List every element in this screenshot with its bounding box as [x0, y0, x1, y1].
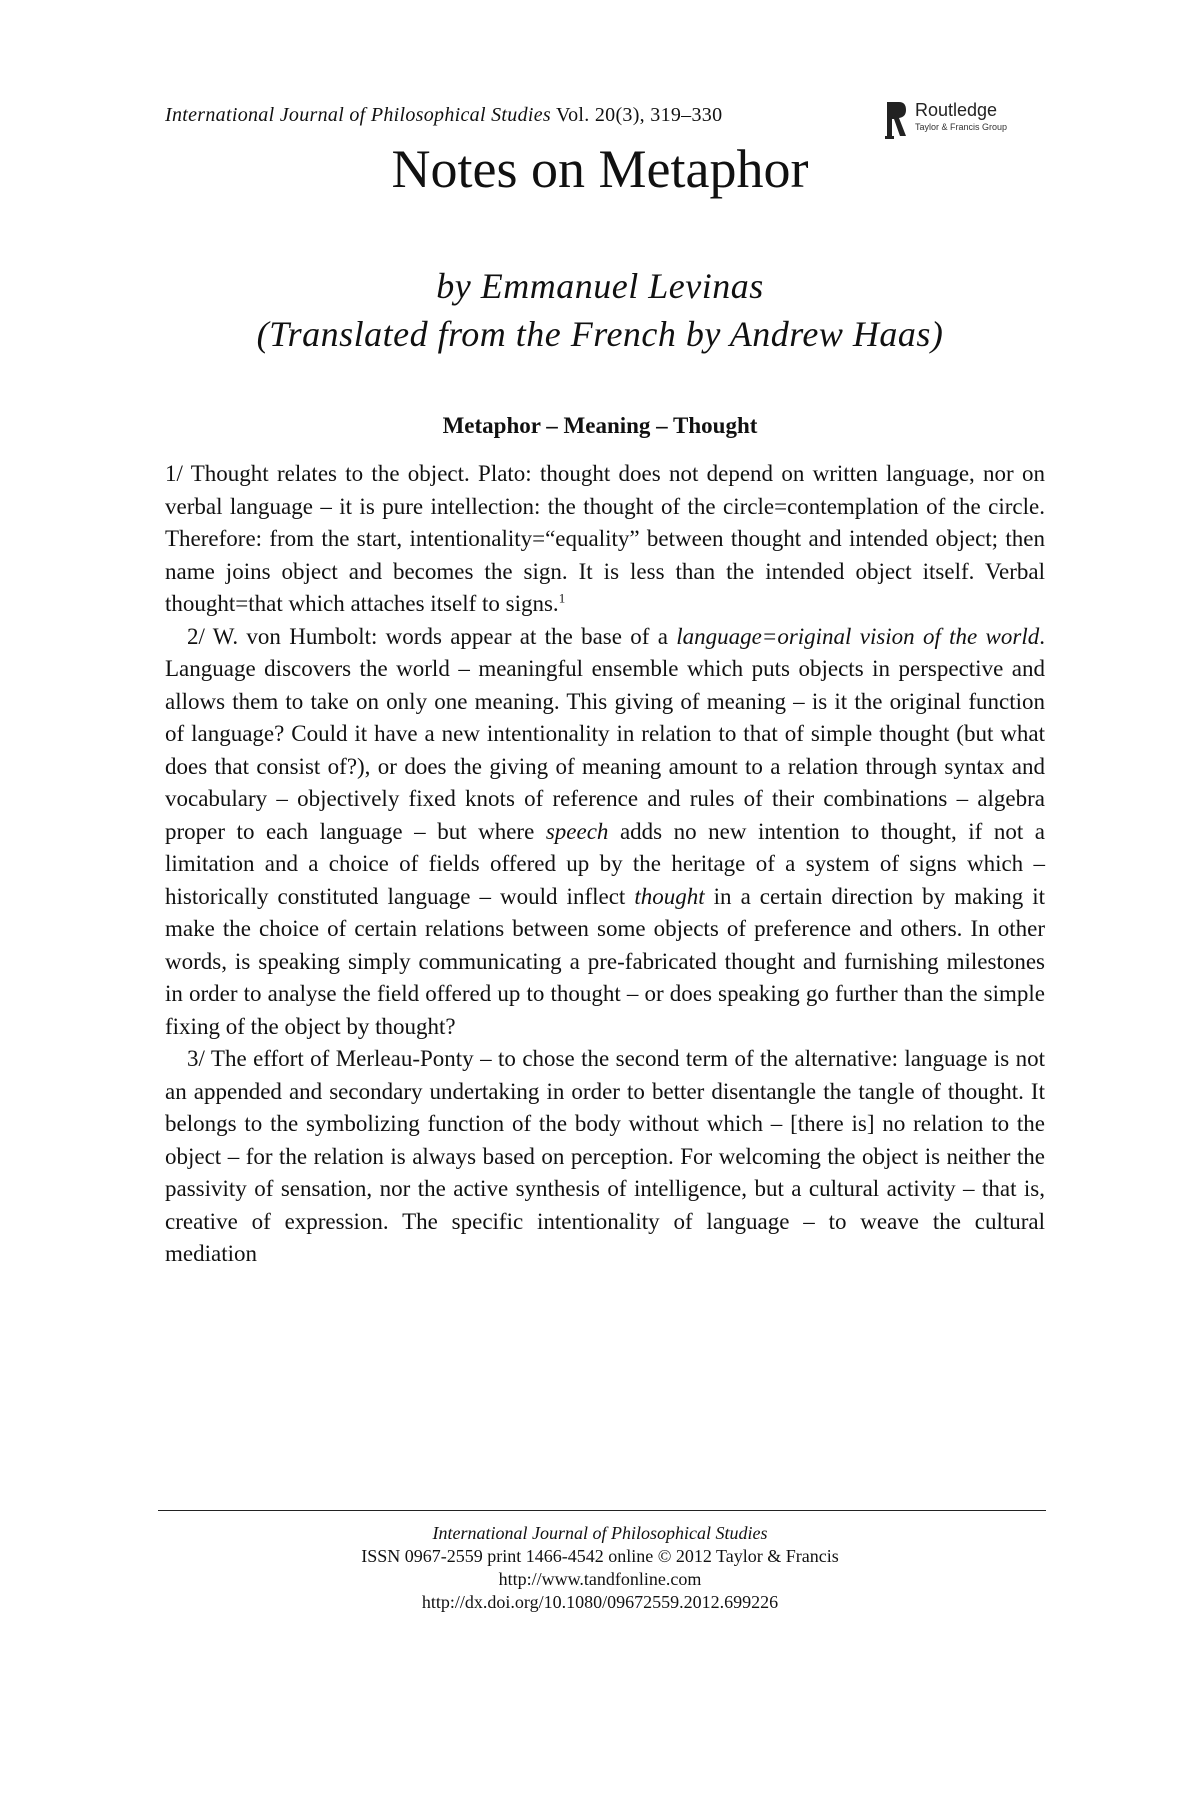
journal-title: International Journal of Philosophical Studies	[165, 104, 551, 126]
footer-divider	[158, 1510, 1046, 1511]
article-title: Notes on Metaphor	[391, 139, 809, 199]
article-body	[165, 458, 1045, 1271]
volume-info: Vol. 20(3), 319–330	[551, 104, 723, 126]
footer-website-link[interactable]: http://www.tandfonline.com	[498, 1569, 702, 1589]
paragraph-2-part-4: in a certain direction by making it make the choice of certain relations between some objects of preference and others. In other words, is speaking simply communicating a pre-fabricated thought and furnishing milestones in order to analyse the field offered up to thought – or does speaking go further than the simple fixing of the object by thought?	[165, 883, 1045, 1039]
paragraph-1	[165, 458, 1045, 621]
routledge-r-icon	[885, 100, 909, 140]
byline	[0, 262, 1200, 358]
translator-line: (Translated from the French by Andrew Haas)	[256, 314, 944, 354]
paragraph-1-text: 1/ Thought relates to the object. Plato: thought does not depend on written language, nor on verbal language – it is pure intellection: the thought of the circle=contemplation of the circle. Therefore: from the start, intentionality=“equality” between thought and intended object; then name joins object and becomes the sign. It is less than the intended object itself. Verbal thought=that which attaches itself to signs.	[165, 461, 1045, 616]
footnote-marker[interactable]: 1	[558, 590, 566, 606]
paragraph-2-part-1: 2/ W. von Humbolt: words appear at the base of a	[187, 623, 677, 649]
paragraph-2-emphasis-3: thought	[634, 883, 705, 909]
paragraph-2-part-3: adds no new intention to thought, if not a limitation and a choice of fields offered up by the heritage of a system of signs which – historically constituted language – would inflect	[165, 818, 1045, 909]
footer-issn: ISSN 0967-2559 print 1466-4542 online © 2012 Taylor & Francis	[361, 1546, 839, 1566]
paragraph-3	[165, 1043, 1045, 1271]
paragraph-2-emphasis-2: speech	[545, 818, 609, 844]
journal-citation	[165, 104, 722, 127]
publisher-name: Routledge	[915, 100, 998, 120]
footer-journal-title: International Journal of Philosophical Studies	[432, 1523, 768, 1543]
page-footer	[0, 1522, 1200, 1614]
section-heading: Metaphor – Meaning – Thought	[442, 413, 758, 438]
author-line: by Emmanuel Levinas	[436, 266, 764, 306]
publisher-group: Taylor & Francis Group	[915, 122, 1008, 132]
paragraph-2-emphasis-1: language=original vision of the world	[676, 623, 1040, 649]
paragraph-2	[165, 621, 1045, 1044]
paragraph-2-part-2: . Language discovers the world – meaningful ensemble which puts objects in perspective and allows them to take on only one meaning. This giving of meaning – is it the original function of language? Could it have a new intentionality in relation to that of simple thought (but what does that consist of?), or does the giving of meaning amount to a relation through syntax and vocabulary – objectively fixed knots of reference and rules of their combinations – algebra proper to each language – but where	[165, 623, 1045, 844]
paragraph-3-text: 3/ The effort of Merleau-Ponty – to chose the second term of the alternative: language is not an appended and secondary undertaking in order to better disentangle the tangle of thought. It belongs to the symbolizing function of the body without which – [there is] no relation to the object – for the relation is always based on perception. For welcoming the object is neither the passivity of sensation, nor the active synthesis of intelligence, but a cultural activity – that is, creative of expression. The specific intentionality of language – to weave the cultural mediation	[165, 1046, 1045, 1266]
footer-doi-link[interactable]: http://dx.doi.org/10.1080/09672559.2012.699226	[421, 1592, 779, 1612]
